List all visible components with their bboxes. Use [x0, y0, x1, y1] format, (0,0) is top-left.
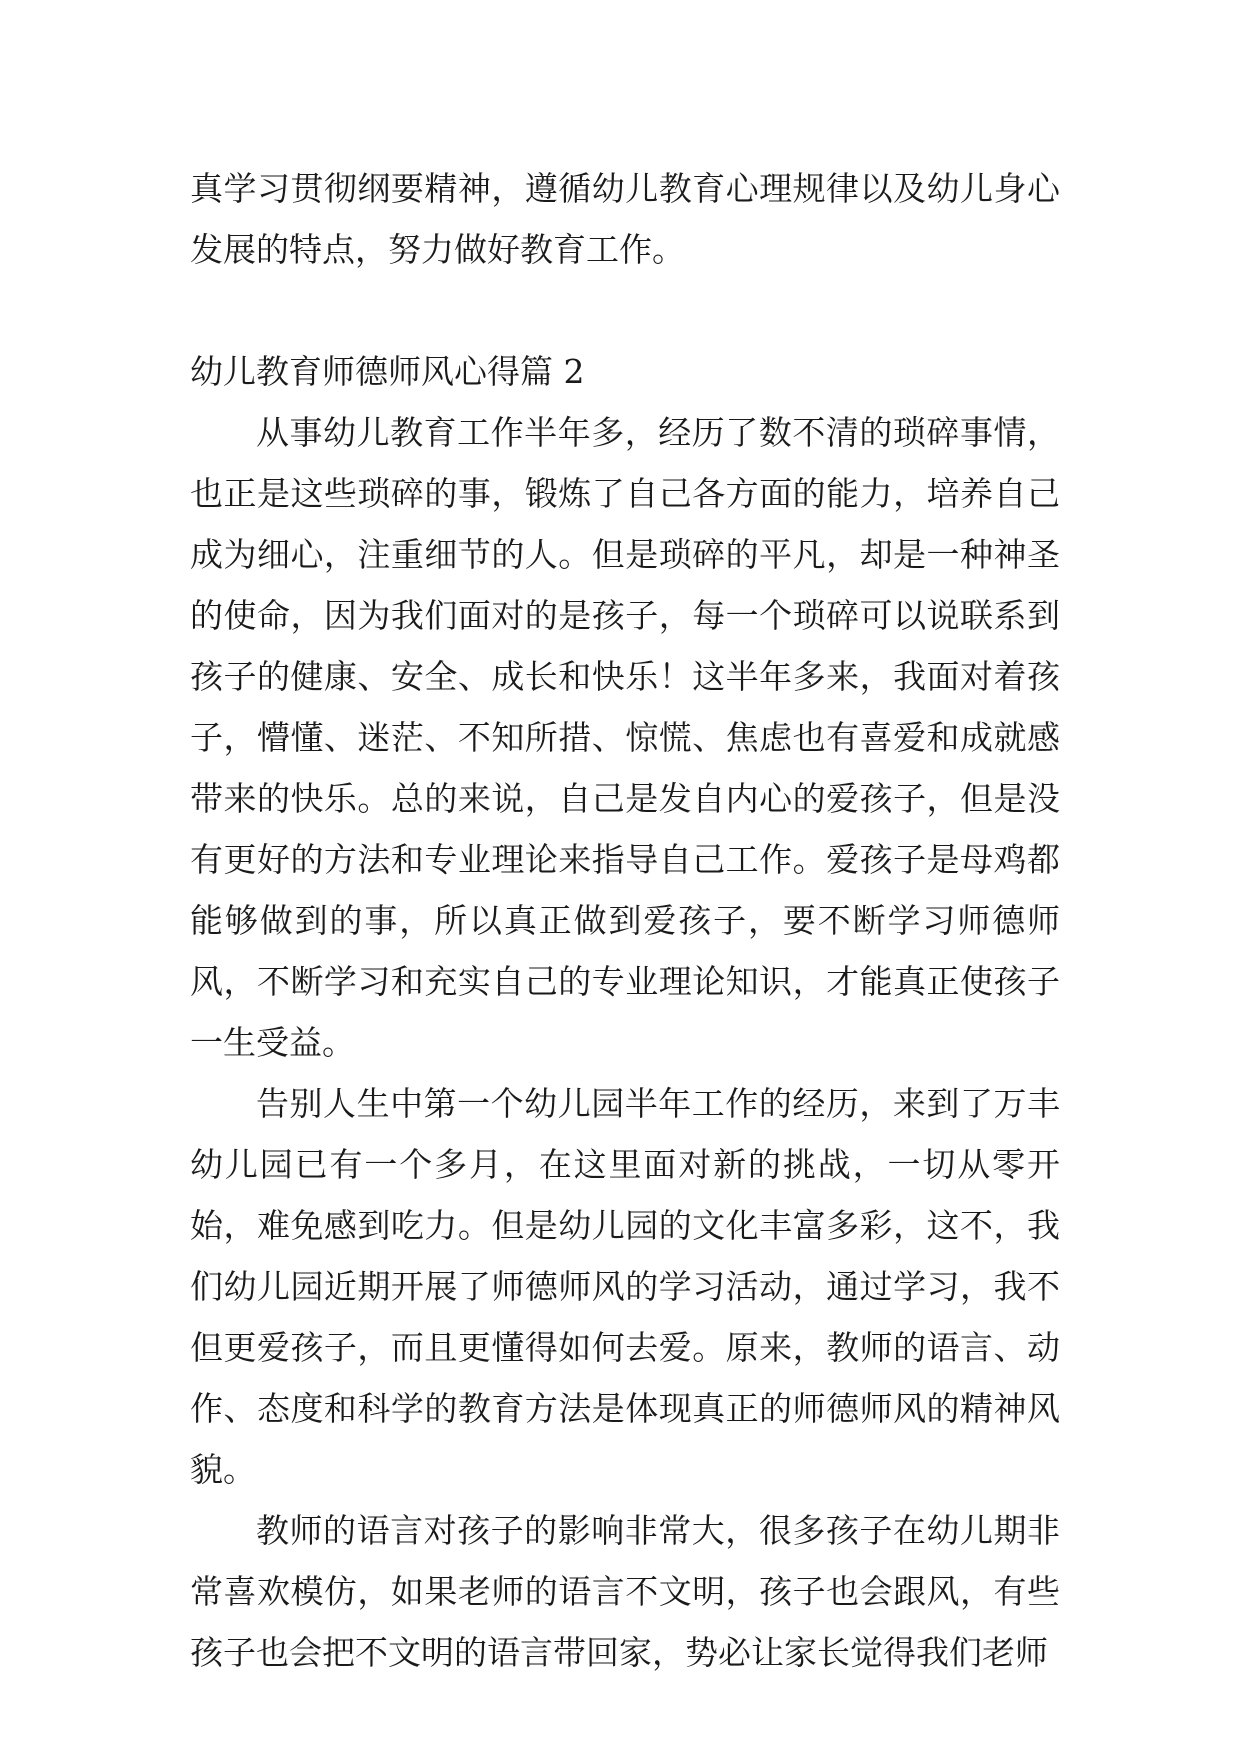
continued-paragraph: 真学习贯彻纲要精神，遵循幼儿教育心理规律以及幼儿身心发展的特点，努力做好教育工作。 — [190, 169, 1060, 269]
paragraph-1: 从事幼儿教育工作半年多，经历了数不清的琐碎事情，也正是这些琐碎的事，锻炼了自己各方面的能力，培养自己成为细心，注重细节的人。但是琐碎的平凡，却是一种神圣的使命，因为我们面对的是孩子，每一个琐碎可以说联系到孩子的健康、安全、成长和快乐！这半年多来，我面对着孩子，懵懂、迷茫、不知所措、惊慌、焦虑也有喜爱和成就感带来的快乐。总的来说，自己是发自内心的爱孩子，但是没有更好的方法和专业理论来指导自己工作。爱孩子是母鸡都能够做到的事，所以真正做到爱孩子，要不断学习师德师风，不断学习和充实自己的专业理论知识，才能真正使孩子一生受益。 — [190, 413, 1060, 1062]
document-body — [190, 158, 1060, 1683]
section-title: 幼儿教育师德师风心得篇 2 — [190, 352, 585, 391]
paragraph-3: 教师的语言对孩子的影响非常大，很多孩子在幼儿期非常喜欢模仿，如果老师的语言不文明，孩子也会跟风，有些孩子也会把不文明的语言带回家，势必让家长觉得我们老师 — [190, 1511, 1060, 1672]
paragraph-2: 告别人生中第一个幼儿园半年工作的经历，来到了万丰幼儿园已有一个多月，在这里面对新的挑战，一切从零开始，难免感到吃力。但是幼儿园的文化丰富多彩，这不，我们幼儿园近期开展了师德师风的学习活动，通过学习，我不但更爱孩子，而且更懂得如何去爱。原来，教师的语言、动作、态度和科学的教育方法是体现真正的师德师风的精神风貌。 — [190, 1084, 1060, 1489]
